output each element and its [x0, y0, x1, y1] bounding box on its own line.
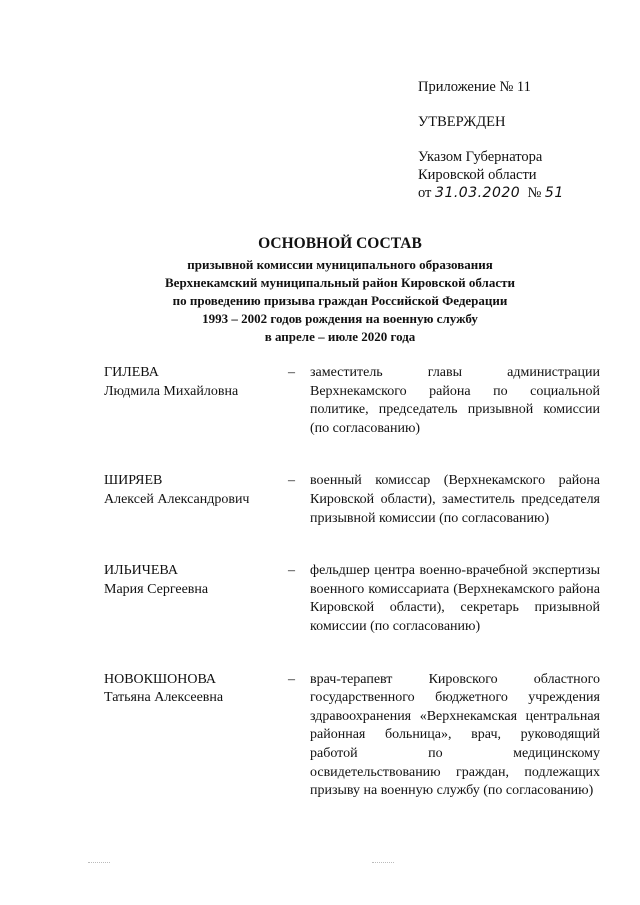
member-name: [104, 472, 284, 528]
member-role: заместитель главы администрации Верхнекамского района по социальной политике, председатель призывной комиссии (по согласованию): [310, 365, 600, 436]
member-name: [104, 562, 284, 636]
member-surname: ИЛЬИЧЕВА: [104, 563, 178, 579]
dash-separator: –: [288, 671, 295, 687]
document-title: [80, 234, 600, 346]
member-given-name: Людмила Михайловна: [104, 383, 239, 399]
member-entry: [104, 671, 600, 801]
handwritten-date: 31.03.2020: [435, 185, 521, 201]
member-role: фельдшер центра военно-врачебной экспертизы военного комиссариата (Верхнекамского района Кировской области), секретарь призывной комиссии (по согласованию): [310, 563, 600, 634]
handwritten-number: 51: [544, 185, 564, 201]
dash-separator: –: [288, 563, 295, 579]
member-list: [104, 364, 600, 801]
scan-artifact: [88, 862, 110, 864]
member-surname: ГИЛЕВА: [104, 365, 159, 380]
date-prefix: от: [418, 185, 432, 201]
dash-separator: –: [288, 473, 295, 489]
scan-artifact: [372, 862, 394, 864]
subtitle-line: Верхнекамский муниципальный район Кировской области: [165, 275, 515, 290]
decree-issuer-line2: Кировской области: [418, 167, 537, 183]
title-main: ОСНОВНОЙ СОСТАВ: [258, 235, 422, 252]
dash-separator: –: [288, 365, 295, 380]
member-surname: ШИРЯЕВ: [104, 473, 163, 489]
member-entry: [104, 364, 600, 438]
member-surname: НОВОКШОНОВА: [104, 671, 217, 687]
subtitle-line: по проведению призыва граждан Российской Федерации: [172, 293, 508, 308]
decree-date-line: [418, 184, 628, 202]
member-name: [104, 671, 284, 801]
subtitle-line: в апреле – июле 2020 года: [264, 329, 416, 344]
member-role: военный комиссар (Верхнекамского района Кировской области), заместитель председателя призывной комиссии (по согласованию): [310, 473, 600, 526]
member-given-name: Татьяна Алексеевна: [104, 690, 224, 706]
member-entry: [104, 562, 600, 636]
subtitle-line: призывной комиссии муниципального образования: [187, 257, 493, 272]
decree-issuer-line1: Указом Губернатора: [418, 149, 543, 165]
number-prefix: №: [527, 185, 542, 201]
approval-block: [418, 78, 628, 202]
member-name: [104, 364, 284, 438]
member-given-name: Мария Сергеевна: [104, 581, 209, 597]
approved-stamp: УТВЕРЖДЕН: [418, 114, 506, 130]
subtitle-line: 1993 – 2002 годов рождения на военную службу: [202, 311, 478, 326]
member-given-name: Алексей Александрович: [104, 491, 250, 507]
member-role: врач-терапевт Кировского областного государственного бюджетного учреждения здравоохранения «Верхнекамская центральная районная больница», врач, руководящий работой по медицинскому освидетельствованию граждан, подлежащих призыву на военную службу (по согласованию): [310, 671, 600, 799]
appendix-label: Приложение № 11: [418, 79, 531, 95]
member-entry: [104, 472, 600, 528]
